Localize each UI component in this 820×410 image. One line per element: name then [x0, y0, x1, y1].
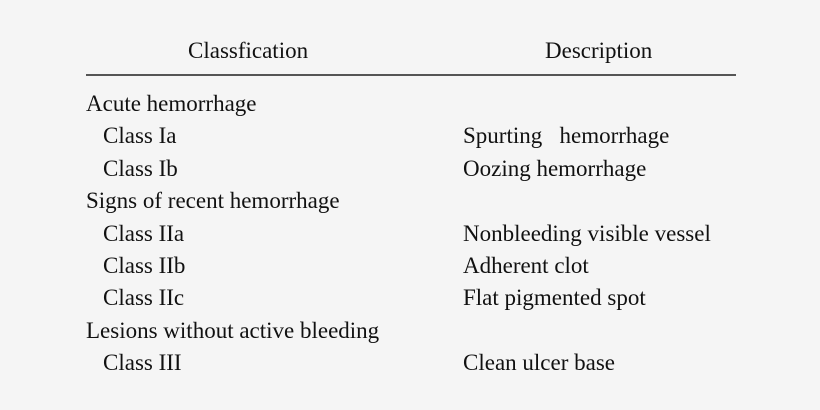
row-classification: Class IIb: [103, 252, 186, 278]
table-row: [86, 348, 736, 380]
table-row: [86, 121, 736, 153]
header-classification: Classfication: [188, 38, 309, 63]
row-description: Clean ulcer base: [463, 350, 615, 376]
classification-table: [86, 34, 736, 381]
table-row: [86, 219, 736, 251]
table-row: [86, 251, 736, 283]
table-row-group: [86, 316, 736, 348]
row-classification: Class IIc: [103, 285, 185, 311]
header-description: Description: [545, 38, 653, 63]
row-description: Nonbleeding visible vessel: [463, 220, 711, 246]
row-classification: Acute hemorrhage: [86, 91, 257, 116]
table-row: [86, 283, 736, 315]
row-classification: Signs of recent hemorrhage: [86, 188, 340, 214]
row-description: Oozing hemorrhage: [463, 155, 647, 181]
row-description: Adherent clot: [463, 252, 589, 278]
row-classification: Lesions without active bleeding: [86, 317, 380, 343]
table-header: [86, 34, 736, 76]
row-classification: Class Ia: [103, 123, 177, 149]
table-row-group: [86, 186, 736, 218]
row-description: Flat pigmented spot: [463, 285, 646, 311]
row-description: Spurting hemorrhage: [463, 123, 670, 149]
row-classification: Class IIa: [103, 220, 185, 246]
row-classification: Class Ib: [103, 155, 178, 181]
table-body: [86, 76, 736, 381]
row-classification: Class III: [103, 350, 182, 376]
table-row: [86, 154, 736, 186]
table-row-group: [86, 89, 736, 121]
